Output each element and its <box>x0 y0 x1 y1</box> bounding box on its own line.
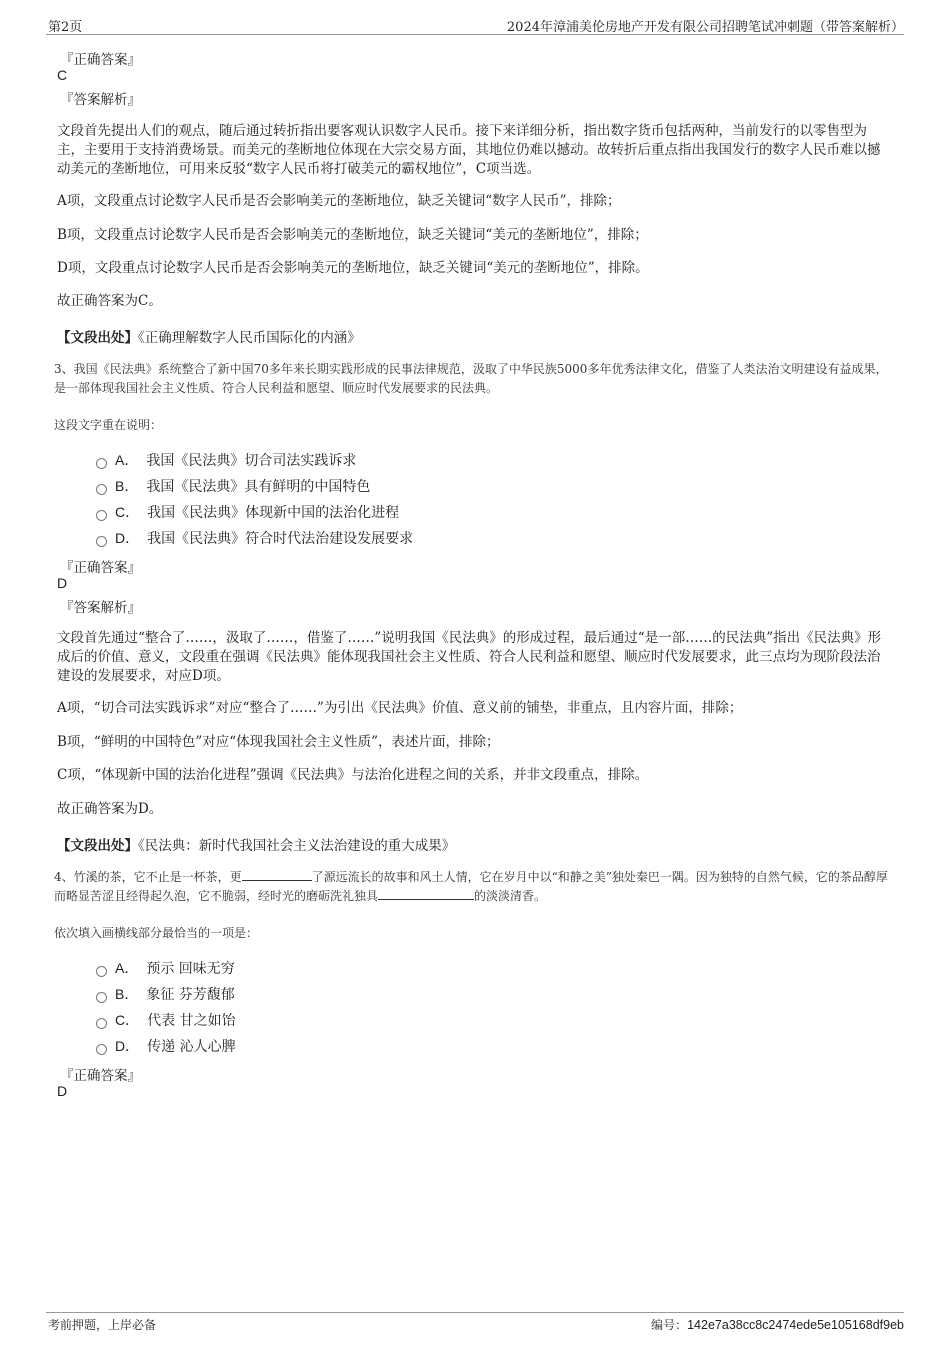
radio-icon[interactable] <box>96 510 107 521</box>
option-reason-b: B项，文段重点讨论数字人民币是否会影响美元的垄断地位，缺乏关键词“美元的垄断地位”，排除； <box>57 227 648 243</box>
analysis-text: 文段首先通过“整合了……，汲取了……，借鉴了……”说明我国《民法典》的形成过程，最后通过“是一部……的民法典”指出《民法典》形成后的价值、意义，文段重在强调《民法典》能体现我国社会主义性质、符合人民利益和愿望、顺应时代发展要求，此三点均为现阶段法治建设的发展要求，对应D项。 <box>57 630 882 684</box>
question-stem: 3、我国《民法典》系统整合了新中国70多年来长期实践形成的民事法律规范，汲取了中华民族5000多年优秀法律文化，借鉴了人类法治文明建设有益成果，是一部体现我国社会主义性质、符合人民利益和愿望、顺应时代发展要求的民法典。 <box>54 362 888 395</box>
document-code: 编号：142e7a38cc8c2474ede5e105168df9eb <box>651 1318 904 1332</box>
question-prompt: 依次填入画横线部分最恰当的一项是： <box>54 926 259 940</box>
conclusion: 故正确答案为D。 <box>57 801 163 817</box>
analysis-text: 文段首先提出人们的观点，随后通过转折指出要客观认识数字人民币。接下来详细分析，指出数字货币包括两种，当前发行的以零售型为主，主要用于支持消费场景。而美元的垄断地位体现在大宗交易方面，其地位仍难以撼动。故转折后重点指出我国发行的数字人民币难以撼动美元的垄断地位，可用来反驳“数字人民币将打破美元的霸权地位”，C项当选。 <box>57 123 881 177</box>
option-b[interactable]: B． 象征 芬芳馥郁 <box>96 984 235 1004</box>
passage-source: 【文段出处】《正确理解数字人民币国际化的内涵》 <box>57 330 361 346</box>
option-a[interactable]: A． 预示 回味无穷 <box>96 958 235 978</box>
option-reason-d: D项，文段重点讨论数字人民币是否会影响美元的垄断地位，缺乏关键词“美元的垄断地位”，排除。 <box>57 260 649 276</box>
page-header <box>46 14 904 35</box>
radio-icon[interactable] <box>96 966 107 977</box>
correct-answer: D <box>57 575 68 591</box>
radio-icon[interactable] <box>96 458 107 469</box>
fill-blank-1 <box>242 868 312 881</box>
option-b[interactable]: B． 我国《民法典》具有鲜明的中国特色 <box>96 476 370 496</box>
analysis-label: 『答案解析』 <box>60 600 141 616</box>
analysis-label: 『答案解析』 <box>60 92 141 108</box>
correct-answer: D <box>57 1083 68 1099</box>
option-reason-a: A项，文段重点讨论数字人民币是否会影响美元的垄断地位，缺乏关键词“数字人民币”，排除； <box>57 193 621 209</box>
radio-icon[interactable] <box>96 1018 107 1029</box>
radio-icon[interactable] <box>96 484 107 495</box>
radio-icon[interactable] <box>96 1044 107 1055</box>
option-reason-a: A项，“切合司法实践诉求”对应“整合了……”为引出《民法典》价值、意义前的铺垫，非重点，且内容片面，排除； <box>57 700 743 716</box>
option-reason-c: C项，“体现新中国的法治化进程”强调《民法典》与法治化进程之间的关系，并非文段重点，排除。 <box>57 767 649 783</box>
question-prompt: 这段文字重在说明： <box>54 418 163 432</box>
option-c[interactable]: C． 我国《民法典》体现新中国的法治化进程 <box>96 502 399 522</box>
option-reason-b: B项，“鲜明的中国特色”对应“体现我国社会主义性质”，表述片面，排除； <box>57 734 500 750</box>
option-d[interactable]: D． 我国《民法典》符合时代法治建设发展要求 <box>96 528 413 548</box>
passage-source: 【文段出处】《民法典：新时代我国社会主义法治建设的重大成果》 <box>57 838 456 854</box>
correct-answer: C <box>57 67 68 83</box>
page-number: 第2页 <box>48 20 83 35</box>
radio-icon[interactable] <box>96 992 107 1003</box>
option-a[interactable]: A． 我国《民法典》切合司法实践诉求 <box>96 450 356 470</box>
document-title: 2024年漳浦美伦房地产开发有限公司招聘笔试冲刺题（带答案解析） <box>506 20 904 35</box>
conclusion: 故正确答案为C。 <box>57 293 162 309</box>
answer-label: 『正确答案』 <box>60 560 141 576</box>
option-d[interactable]: D． 传递 沁人心脾 <box>96 1036 236 1056</box>
answer-label: 『正确答案』 <box>60 1068 141 1084</box>
page-footer <box>46 1312 904 1337</box>
option-c[interactable]: C． 代表 甘之如饴 <box>96 1010 236 1030</box>
footer-slogan: 考前押题，上岸必备 <box>48 1318 157 1332</box>
answer-label: 『正确答案』 <box>60 52 141 68</box>
question-stem: 4、竹溪的茶，它不止是一杯茶，更 了源远流长的故事和风土人情，它在岁月中以“和静之美”独处秦巴一隅。因为独特的自然气候，它的茶品醇厚而略显苦涩且经得起久泡，它不脆弱，经时光的磨砺洗礼独具 的淡淡清香。 <box>54 870 888 903</box>
radio-icon[interactable] <box>96 536 107 547</box>
fill-blank-2 <box>378 887 474 900</box>
